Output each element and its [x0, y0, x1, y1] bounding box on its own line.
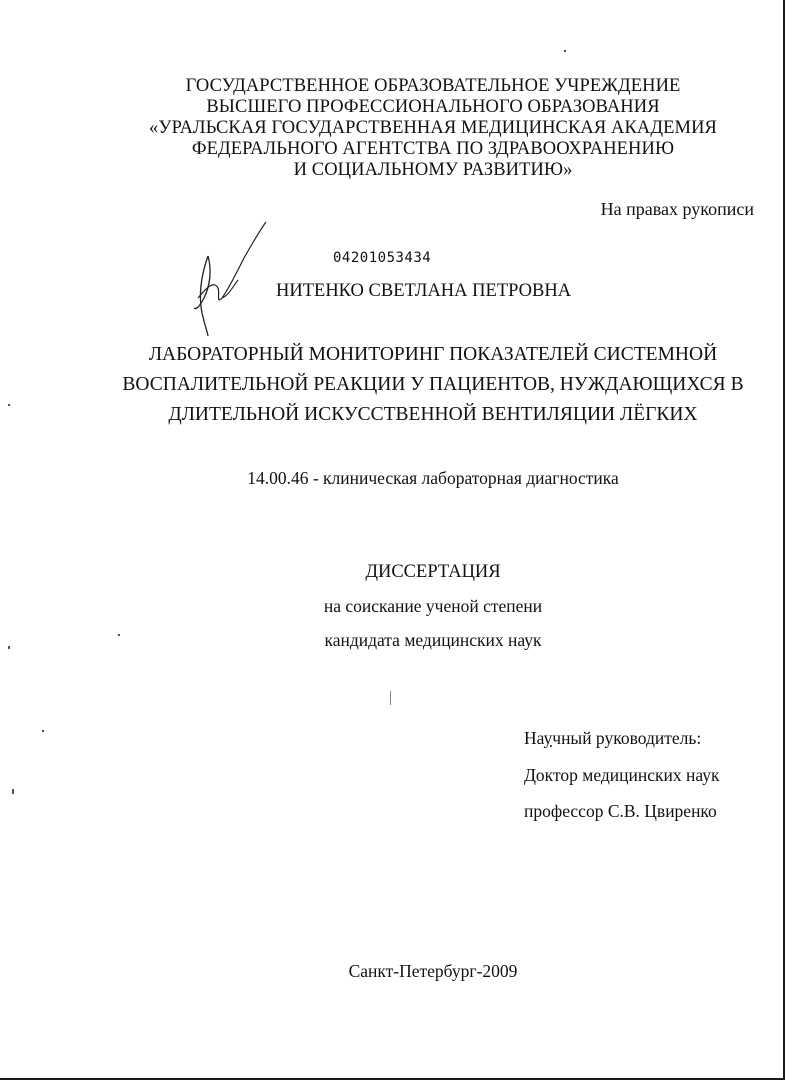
supervisor-degree: Доктор медицинских наук: [524, 764, 720, 785]
title-line-3: ДЛИТЕЛЬНОЙ ИСКУССТВЕННОЙ ВЕНТИЛЯЦИИ ЛЁГКИХ: [168, 404, 698, 425]
manuscript-rights-note: На правах рукописи: [600, 199, 754, 219]
specialty-code: 14.00.46 - клиническая лабораторная диагностика: [247, 468, 619, 488]
institution-line-5: И СОЦИАЛЬНОМУ РАЗВИТИЮ»: [293, 160, 573, 180]
institution-line-4: ФЕДЕРАЛЬНОГО АГЕНТСТВА ПО ЗДРАВООХРАНЕНИЮ: [191, 139, 675, 159]
dissertation-block: [0, 561, 792, 655]
supervisor-name: профессор С.В. Цвиренко: [524, 801, 717, 821]
scan-speck: [12, 789, 14, 794]
degree-line-1: на соискание ученой степени: [323, 596, 543, 616]
scan-speck: [42, 730, 44, 732]
institution-header: [60, 76, 792, 181]
scan-speck: [8, 404, 10, 406]
author-name: НИТЕНКО СВЕТЛАНА ПЕТРОВНА: [276, 281, 572, 301]
title-line-1: ЛАБОРАТОРНЫЙ МОНИТОРИНГ ПОКАЗАТЕЛЕЙ СИСТЕМНОЙ: [148, 344, 718, 365]
supervisor-label: Научный руководитель:: [524, 728, 702, 748]
handwritten-signature: [180, 218, 290, 338]
scan-edge-bottom: [0, 1078, 785, 1080]
supervisor-block: [524, 720, 719, 830]
institution-line-2: ВЫСШЕГО ПРОФЕССИОНАЛЬНОГО ОБРАЗОВАНИЯ: [206, 97, 660, 117]
institution-line-3: «УРАЛЬСКАЯ ГОСУДАРСТВЕННАЯ МЕДИЦИНСКАЯ АКАДЕМИЯ: [149, 118, 717, 138]
title-line-2: ВОСПАЛИТЕЛЬНОЙ РЕАКЦИИ У ПАЦИЕНТОВ, НУЖДАЮЩИХСЯ В: [122, 374, 744, 395]
dissertation-title: [60, 340, 792, 430]
city-year: Санкт-Петербург-2009: [348, 961, 518, 981]
scan-speck: [564, 50, 566, 52]
scan-speck: [390, 691, 391, 705]
dissertation-heading: ДИССЕРТАЦИЯ: [365, 562, 501, 582]
institution-line-1: ГОСУДАРСТВЕННОЕ ОБРАЗОВАТЕЛЬНОЕ УЧРЕЖДЕНИЕ: [185, 76, 681, 96]
registration-code: 04201053434: [333, 250, 432, 266]
degree-line-2: кандидата медицинских наук: [324, 630, 542, 650]
